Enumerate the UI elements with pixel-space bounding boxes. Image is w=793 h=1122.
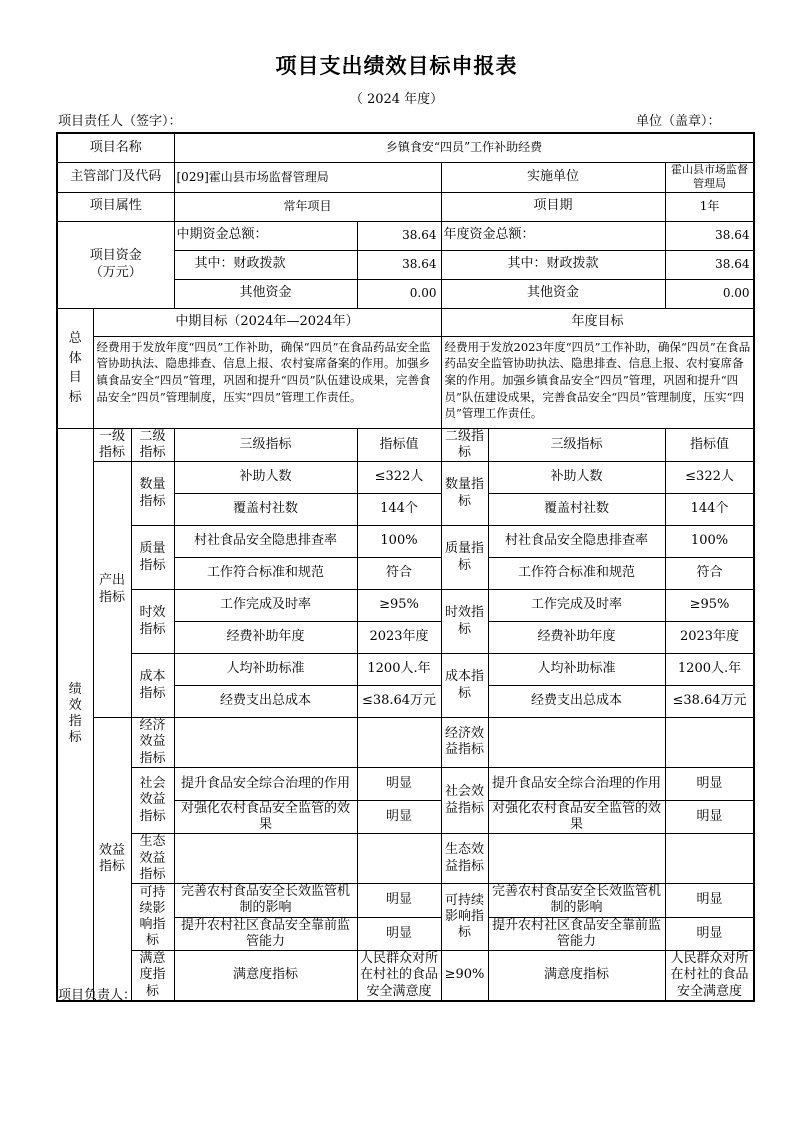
indicator-value: 符合 xyxy=(357,558,441,590)
indicator-name-right: 经费支出总成本 xyxy=(488,686,665,718)
indicator-value xyxy=(357,834,441,884)
goal-label-char: 总 xyxy=(68,331,82,346)
page-title: 项目支出绩效目标申报表 xyxy=(275,53,518,78)
indicator-value: ≥95% xyxy=(357,590,441,622)
indicator-value-right: 明显 xyxy=(665,917,754,951)
value-header-right: 指标值 xyxy=(665,428,754,462)
mid-total-label: 中期资金总额： xyxy=(174,221,357,250)
unit-seal-label: 单位（盖章）： xyxy=(636,114,721,129)
indicator-name-right: 经费补助年度 xyxy=(488,622,665,654)
indicator-value: ≥90% xyxy=(441,951,488,1001)
level1-header: 一级指标 xyxy=(93,428,131,462)
indicator-value: 144个 xyxy=(357,494,441,526)
cost-indicator-label: 成本指标 xyxy=(131,654,174,718)
indicator-value-right: 明显 xyxy=(665,884,754,918)
indicator-value-right: 明显 xyxy=(665,800,754,834)
indicator-name-right: 村社食品安全隐患排查率 xyxy=(488,526,665,558)
dept-value: [029]霍山县市场监督管理局 xyxy=(174,162,441,192)
value-header: 指标值 xyxy=(357,428,441,462)
indicator-name xyxy=(174,834,357,884)
indicators-section-label: 绩效指标 xyxy=(57,428,93,1001)
indicator-name-right: 人民群众对所在村社的食品安全满意度 xyxy=(665,951,754,1001)
year-fiscal-value: 38.64 xyxy=(665,250,754,279)
project-name-label: 项目名称 xyxy=(57,133,174,162)
timeliness-indicator-label-right: 时效指标 xyxy=(441,590,488,654)
indicator-value-right xyxy=(665,834,754,884)
indicator-name-right: 覆盖村社数 xyxy=(488,494,665,526)
impl-unit-value: 霍山县市场监督管理局 xyxy=(665,162,754,192)
year-total-label: 年度资金总额： xyxy=(441,221,665,250)
project-attr-value: 常年项目 xyxy=(174,192,441,221)
indicator-name: 提升食品安全综合治理的作用 xyxy=(174,767,357,800)
quantity-indicator-label-right: 数量指标 xyxy=(441,462,488,526)
indicator-name: 人民群众对所在村社的食品安全满意度 xyxy=(357,951,441,1001)
year-fiscal-label: 其中：财政拨款 xyxy=(441,250,665,279)
cost-indicator-label-right: 成本指标 xyxy=(441,654,488,718)
indicator-value-right: 144个 xyxy=(665,494,754,526)
level2-header: 二级指标 xyxy=(131,428,174,462)
satisfaction-subindicator-label: 满意度指标 xyxy=(174,951,357,1001)
indicator-value-right xyxy=(665,718,754,768)
level2-header-right: 二级指标 xyxy=(441,428,488,462)
level3-header: 三级指标 xyxy=(174,428,357,462)
indicator-value: ≤38.64万元 xyxy=(357,686,441,718)
indicator-name: 工作符合标准和规范 xyxy=(174,558,357,590)
quality-indicator-label: 质量指标 xyxy=(131,526,174,590)
impl-unit-label: 实施单位 xyxy=(441,162,665,192)
indicator-name-right: 完善农村食品安全长效监管机制的影响 xyxy=(488,884,665,918)
indicator-name-right xyxy=(488,834,665,884)
funds-label-line2: （万元） xyxy=(89,264,142,280)
indicator-name: 覆盖村社数 xyxy=(174,494,357,526)
indicator-name-right: 工作完成及时率 xyxy=(488,590,665,622)
social-indicator-label-right: 社会效益指标 xyxy=(441,767,488,834)
indicator-name: 对强化农村食品安全监管的效果 xyxy=(174,800,357,834)
indicator-name-right: 工作符合标准和规范 xyxy=(488,558,665,590)
indicator-name: 人均补助标准 xyxy=(174,654,357,686)
indicator-name xyxy=(174,718,357,768)
indicator-name-right: 人均补助标准 xyxy=(488,654,665,686)
year-goal-text: 经费用于发放2023年度“四员”工作补助，确保“四员”在食品药品安全监管协助执法、隐患排查、信息上报、农村宴席备案的作用。加强乡镇食品安全“四员”管理，巩固和提升“四员”队伍建设成果，完善食品安全“四员”管理制度，压实“四员”管理工作责任。 xyxy=(441,336,754,428)
project-attr-label: 项目属性 xyxy=(57,192,174,221)
performance-table xyxy=(56,132,755,1002)
mid-other-value: 0.00 xyxy=(357,279,441,308)
indicator-value-right: 符合 xyxy=(665,558,754,590)
economic-indicator-label-right: 经济效益指标 xyxy=(441,718,488,768)
indicator-value: 明显 xyxy=(357,917,441,951)
output-indicator-label: 产出指标 xyxy=(93,462,131,718)
funds-label xyxy=(57,221,174,308)
indicator-value-right: 1200人.年 xyxy=(665,654,754,686)
satisfaction-subindicator-label-right: 满意度指标 xyxy=(488,951,665,1001)
project-leader-label: 项目负责人： xyxy=(58,988,137,1003)
project-period-value: 1年 xyxy=(665,192,754,221)
indicator-value: 明显 xyxy=(357,884,441,918)
indicator-value: 明显 xyxy=(357,800,441,834)
report-year: （ 2024 年度） xyxy=(349,92,444,107)
indicator-name: 经费补助年度 xyxy=(174,622,357,654)
satisfaction-indicator-label: 满意度指标 xyxy=(131,951,174,1001)
economic-indicator-label: 经济效益指标 xyxy=(131,718,174,768)
indicator-name: 村社食品安全隐患排查率 xyxy=(174,526,357,558)
indicator-value-right: 明显 xyxy=(665,767,754,800)
indicator-name-right: 提升农村社区食品安全靠前监管能力 xyxy=(488,917,665,951)
quantity-indicator-label: 数量指标 xyxy=(131,462,174,526)
indicator-value xyxy=(357,718,441,768)
mid-goal-text: 经费用于发放年度“四员”工作补助，确保“四员”在食品药品安全监管协助执法、隐患排查、信息上报、农村宴席备案的作用。加强乡镇食品安全“四员”管理，巩固和提升“四员”队伍建设成果，完善食品安全“四员”管理制度，压实“四员”管理工作责任。 xyxy=(93,336,441,428)
indicator-name-right: 对强化农村食品安全监管的效果 xyxy=(488,800,665,834)
overall-goal-label xyxy=(57,308,93,428)
indicator-value: 1200人.年 xyxy=(357,654,441,686)
effect-indicator-label: 效益指标 xyxy=(93,718,131,1001)
year-other-label: 其他资金 xyxy=(441,279,665,308)
quality-indicator-label-right: 质量指标 xyxy=(441,526,488,590)
goal-label-char: 目 xyxy=(68,370,82,385)
level3-header-right: 三级指标 xyxy=(488,428,665,462)
indicator-value: 100% xyxy=(357,526,441,558)
indicator-value: ≤322人 xyxy=(357,462,441,494)
year-goal-header: 年度目标 xyxy=(441,308,754,336)
indicator-name-right: 提升食品安全综合治理的作用 xyxy=(488,767,665,800)
project-period-label: 项目期 xyxy=(441,192,665,221)
sustainable-indicator-label-right: 可持续影响指标 xyxy=(441,884,488,951)
responsible-sign-label: 项目责任人（签字）： xyxy=(58,114,182,129)
indicator-name: 工作完成及时率 xyxy=(174,590,357,622)
indicator-value-right: 2023年度 xyxy=(665,622,754,654)
indicator-value-right: 100% xyxy=(665,526,754,558)
indicator-name: 补助人数 xyxy=(174,462,357,494)
indicator-name: 提升农村社区食品安全靠前监管能力 xyxy=(174,917,357,951)
funds-label-line1: 项目资金 xyxy=(89,248,142,264)
goal-label-char: 体 xyxy=(68,350,82,366)
indicator-value-right: ≤38.64万元 xyxy=(665,686,754,718)
indicator-name-right: 补助人数 xyxy=(488,462,665,494)
indicator-value-right: ≤322人 xyxy=(665,462,754,494)
year-total-value: 38.64 xyxy=(665,221,754,250)
mid-fiscal-value: 38.64 xyxy=(357,250,441,279)
sustainable-indicator-label: 可持续影响指标 xyxy=(131,884,174,951)
project-name-value: 乡镇食安“四员”工作补助经费 xyxy=(174,133,754,162)
indicator-name-right xyxy=(488,718,665,768)
indicator-name: 经费支出总成本 xyxy=(174,686,357,718)
ecological-indicator-label: 生态效益指标 xyxy=(131,834,174,884)
social-indicator-label: 社会效益指标 xyxy=(131,767,174,834)
goal-label-char: 标 xyxy=(68,389,82,405)
mid-total-value: 38.64 xyxy=(357,221,441,250)
ecological-indicator-label-right: 生态效益指标 xyxy=(441,834,488,884)
mid-fiscal-label: 其中：财政拨款 xyxy=(174,250,357,279)
indicator-value-right: ≥95% xyxy=(665,590,754,622)
mid-other-label: 其他资金 xyxy=(174,279,357,308)
indicator-value: 明显 xyxy=(357,767,441,800)
indicator-value: 2023年度 xyxy=(357,622,441,654)
indicator-name: 完善农村食品安全长效监管机制的影响 xyxy=(174,884,357,918)
year-other-value: 0.00 xyxy=(665,279,754,308)
timeliness-indicator-label: 时效指标 xyxy=(131,590,174,654)
mid-goal-header: 中期目标（2024年—2024年） xyxy=(93,308,441,336)
dept-label: 主管部门及代码 xyxy=(57,162,174,192)
